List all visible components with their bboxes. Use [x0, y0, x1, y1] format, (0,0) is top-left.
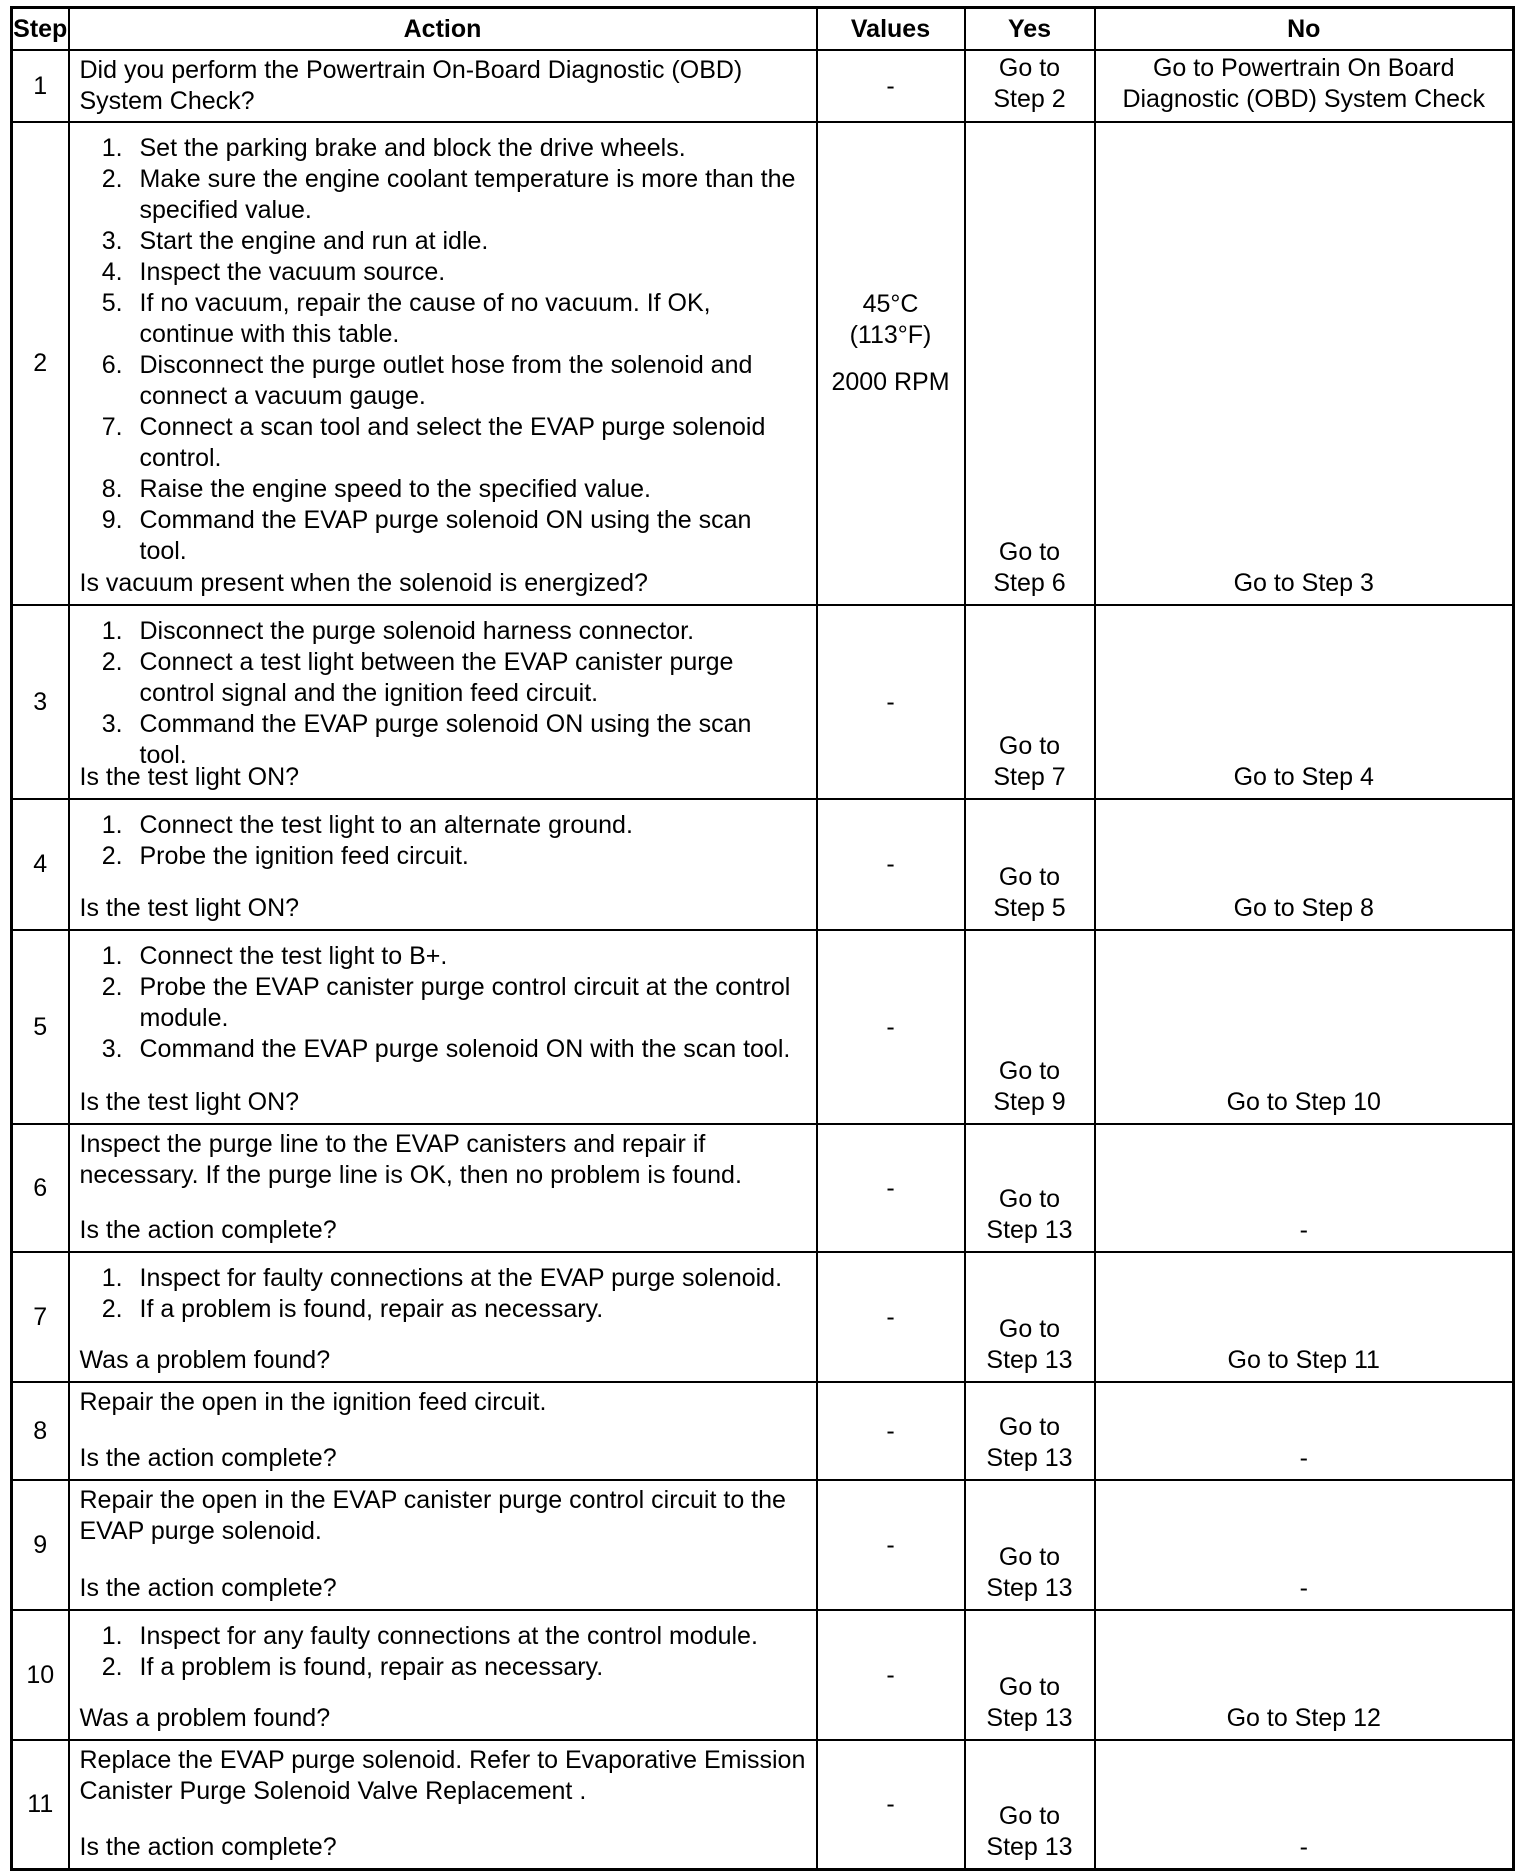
no-cell	[1095, 1480, 1514, 1610]
action-content	[70, 1125, 816, 1249]
value-line: 45°C	[862, 290, 919, 318]
values-cell	[817, 1252, 965, 1382]
yes-link-line: Go to	[998, 1413, 1061, 1441]
action-content	[70, 1383, 816, 1477]
action-step-list	[80, 1621, 806, 1683]
action-question: Was a problem found?	[79, 1346, 331, 1374]
header-yes: Yes	[965, 8, 1095, 51]
no-link-line: Go to Step 4	[1233, 763, 1374, 791]
action-step-list	[80, 616, 806, 771]
yes-link-line: Step 13	[986, 1704, 1073, 1732]
action-question: Is the test light ON?	[79, 763, 300, 791]
yes-link-line: Go to	[998, 1543, 1061, 1571]
action-content	[70, 1253, 816, 1379]
yes-cell	[965, 930, 1095, 1124]
no-cell	[1095, 1124, 1514, 1252]
table-row	[12, 799, 1514, 930]
yes-link-line: Go to	[998, 538, 1061, 566]
yes-cell	[965, 1124, 1095, 1252]
action-question: Is the action complete?	[79, 1574, 337, 1602]
action-step-list	[80, 810, 806, 872]
step-number: 8	[12, 1382, 69, 1480]
value-text: -	[886, 687, 895, 716]
action-question: Is the test light ON?	[79, 894, 300, 922]
no-cell	[1095, 122, 1514, 605]
action-content	[70, 51, 816, 119]
step-number: 2	[12, 122, 69, 605]
yes-cell	[965, 1480, 1095, 1610]
values-cell	[817, 1480, 965, 1610]
header-no: No	[1095, 8, 1514, 51]
action-content	[70, 1481, 816, 1607]
no-link-line: -	[1299, 1444, 1308, 1472]
yes-link-line: Go to	[998, 732, 1061, 760]
action-text-block	[70, 51, 816, 117]
action-question: Is vacuum present when the solenoid is energized?	[79, 569, 648, 597]
yes-link-line: Step 13	[986, 1346, 1073, 1374]
no-link-line: -	[1299, 1216, 1308, 1244]
action-text-block	[70, 1383, 816, 1418]
action-question: Is the test light ON?	[79, 1088, 300, 1116]
action-content	[70, 606, 816, 796]
yes-link-line: Step 5	[993, 894, 1066, 922]
no-link-line: Go to Step 8	[1233, 894, 1374, 922]
no-link-line: Go to Step 11	[1227, 1346, 1380, 1374]
no-link-line: Go to Powertrain On Board	[1152, 53, 1455, 82]
yes-cell	[965, 1610, 1095, 1740]
action-step-item: 2. Connect a test light between the EVAP canister purge control signal and the ignition feed circuit.	[130, 647, 806, 709]
action-cell	[69, 1610, 817, 1740]
yes-cell	[965, 605, 1095, 799]
action-step-item: 1. Connect the test light to B+.	[130, 941, 806, 972]
step-number: 10	[12, 1610, 69, 1740]
yes-link-line: Step 6	[993, 569, 1066, 597]
no-cell	[1095, 605, 1514, 799]
action-cell	[69, 1740, 817, 1869]
values-cell	[817, 1124, 965, 1252]
yes-cell	[965, 799, 1095, 930]
yes-cell	[965, 1252, 1095, 1382]
action-text-block	[70, 1741, 816, 1807]
action-content	[70, 1611, 816, 1737]
value-text: -	[886, 1530, 895, 1559]
action-content	[70, 123, 816, 602]
no-link-line: Go to Step 12	[1226, 1704, 1381, 1732]
table-row	[12, 50, 1514, 122]
action-step-item: 6. Disconnect the purge outlet hose from the solenoid and connect a vacuum gauge.	[130, 350, 806, 412]
action-step-item: 2. Probe the ignition feed circuit.	[130, 841, 806, 872]
action-text-block	[70, 1481, 816, 1547]
no-cell	[1095, 50, 1514, 122]
action-step-list	[80, 941, 806, 1065]
values-cell	[817, 1740, 965, 1869]
values-cell	[817, 799, 965, 930]
values-cell	[817, 1382, 965, 1480]
yes-link-line: Step 13	[986, 1832, 1073, 1861]
step-number: 5	[12, 930, 69, 1124]
action-cell	[69, 122, 817, 605]
yes-link-line: Step 13	[986, 1574, 1073, 1602]
action-cell	[69, 1252, 817, 1382]
yes-link-line: Step 9	[993, 1088, 1066, 1116]
yes-link-line: Go to	[998, 1673, 1061, 1701]
action-step-item: 3. Command the EVAP purge solenoid ON with the scan tool.	[130, 1034, 806, 1065]
action-text-block	[70, 1125, 816, 1191]
table-row	[12, 1124, 1514, 1252]
no-link-line: Go to Step 3	[1233, 569, 1374, 597]
action-step-item: 2. If a problem is found, repair as necessary.	[130, 1652, 806, 1683]
action-cell	[69, 1480, 817, 1610]
value-text: -	[886, 1416, 895, 1445]
action-instruction: Repair the open in the ignition feed circuit.	[79, 1388, 547, 1416]
action-step-item: 1. Set the parking brake and block the drive wheels.	[130, 133, 806, 164]
step-number: 4	[12, 799, 69, 930]
no-cell	[1095, 1610, 1514, 1740]
action-cell	[69, 930, 817, 1124]
action-step-item: 2. Make sure the engine coolant temperature is more than the specified value.	[130, 164, 806, 226]
yes-link-line: Step 13	[986, 1216, 1073, 1244]
table-row	[12, 1382, 1514, 1480]
action-instruction: Replace the EVAP purge solenoid. Refer to Evaporative Emission Canister Purge Solenoid Valve Replacement .	[79, 1746, 806, 1805]
no-link-line: -	[1299, 1574, 1308, 1602]
diagnostic-table-sheet	[10, 6, 1512, 1861]
value-text: -	[886, 71, 895, 100]
yes-link-line: Step 13	[986, 1444, 1073, 1472]
action-cell	[69, 1382, 817, 1480]
action-step-item: 1. Inspect for any faulty connections at the control module.	[130, 1621, 806, 1652]
no-cell	[1095, 1382, 1514, 1480]
action-text-block	[70, 800, 816, 872]
table-row	[12, 1480, 1514, 1610]
yes-link-line: Go to	[998, 1801, 1061, 1830]
action-cell	[69, 1124, 817, 1252]
values-cell	[817, 50, 965, 122]
header-action: Action	[69, 8, 817, 51]
action-step-item: 1. Disconnect the purge solenoid harness connector.	[130, 616, 806, 647]
value-text: -	[886, 1789, 895, 1818]
value-line: 2000 RPM	[831, 368, 950, 396]
header-values: Values	[817, 8, 965, 51]
action-step-item: 1. Inspect for faulty connections at the EVAP purge solenoid.	[130, 1263, 806, 1294]
action-text-block	[70, 1611, 816, 1683]
table-body	[12, 50, 1514, 1869]
yes-link-line: Go to	[998, 1315, 1061, 1343]
yes-cell	[965, 1740, 1095, 1869]
table-row	[12, 1252, 1514, 1382]
action-step-item: 1. Connect the test light to an alternate ground.	[130, 810, 806, 841]
action-step-item: 7. Connect a scan tool and select the EVAP purge solenoid control.	[130, 412, 806, 474]
no-link-line: Diagnostic (OBD) System Check	[1122, 84, 1486, 113]
action-step-item: 2. Probe the EVAP canister purge control circuit at the control module.	[130, 972, 806, 1034]
action-step-item: 3. Start the engine and run at idle.	[130, 226, 806, 257]
no-cell	[1095, 799, 1514, 930]
value-text: -	[886, 850, 895, 878]
yes-cell	[965, 50, 1095, 122]
action-instruction: Did you perform the Powertrain On-Board Diagnostic (OBD) System Check?	[79, 56, 743, 115]
action-instruction: Repair the open in the EVAP canister purge control circuit to the EVAP purge solenoid.	[79, 1486, 786, 1545]
step-number: 9	[12, 1480, 69, 1610]
no-cell	[1095, 1252, 1514, 1382]
diagnostic-table	[10, 6, 1515, 1871]
action-content	[70, 931, 816, 1121]
action-step-item: 9. Command the EVAP purge solenoid ON using the scan tool.	[130, 505, 806, 567]
action-content	[70, 1741, 816, 1866]
table-row	[12, 1610, 1514, 1740]
yes-link-line: Go to	[998, 1185, 1061, 1213]
action-text-block	[70, 1253, 816, 1325]
no-cell	[1095, 930, 1514, 1124]
value-text: -	[886, 1660, 895, 1689]
table-row	[12, 605, 1514, 799]
yes-link-line: Go to	[998, 53, 1061, 82]
step-number: 1	[12, 50, 69, 122]
action-text-block	[70, 931, 816, 1065]
value-text: -	[886, 1302, 895, 1331]
yes-link-line: Go to	[998, 863, 1061, 891]
values-cell	[817, 122, 965, 605]
action-step-item: 3. Command the EVAP purge solenoid ON using the scan tool.	[130, 709, 806, 771]
values-spacer	[818, 351, 964, 367]
action-step-item: 8. Raise the engine speed to the specified value.	[130, 474, 806, 505]
action-cell	[69, 605, 817, 799]
step-number: 11	[12, 1740, 69, 1869]
yes-cell	[965, 1382, 1095, 1480]
action-step-list	[80, 1263, 806, 1325]
value-text: -	[886, 1173, 895, 1202]
yes-link-line: Go to	[998, 1057, 1061, 1085]
no-link-line: -	[1299, 1832, 1308, 1861]
action-step-list	[80, 133, 806, 567]
action-text-block	[70, 606, 816, 771]
value-text: -	[886, 1012, 895, 1041]
table-header-row	[12, 8, 1514, 51]
action-question: Is the action complete?	[79, 1833, 337, 1861]
table-row	[12, 122, 1514, 605]
action-step-item: 5. If no vacuum, repair the cause of no vacuum. If OK, continue with this table.	[130, 288, 806, 350]
no-cell	[1095, 1740, 1514, 1869]
header-step: Step	[12, 8, 69, 51]
step-number: 7	[12, 1252, 69, 1382]
values-cell	[817, 1610, 965, 1740]
action-question: Was a problem found?	[79, 1704, 331, 1732]
action-question: Is the action complete?	[79, 1216, 337, 1244]
action-text-block	[70, 123, 816, 567]
action-cell	[69, 50, 817, 122]
value-line: (113°F)	[849, 321, 932, 349]
action-cell	[69, 799, 817, 930]
action-step-item: 4. Inspect the vacuum source.	[130, 257, 806, 288]
values-cell	[817, 930, 965, 1124]
yes-cell	[965, 122, 1095, 605]
step-number: 6	[12, 1124, 69, 1252]
table-row	[12, 1740, 1514, 1869]
action-question: Is the action complete?	[79, 1444, 337, 1472]
action-content	[70, 800, 816, 927]
values-cell	[817, 605, 965, 799]
action-instruction: Inspect the purge line to the EVAP canisters and repair if necessary. If the purge line is OK, then no problem is found.	[79, 1130, 742, 1189]
yes-link-line: Step 7	[993, 763, 1066, 791]
table-row	[12, 930, 1514, 1124]
step-number: 3	[12, 605, 69, 799]
no-link-line: Go to Step 10	[1226, 1088, 1381, 1116]
action-step-item: 2. If a problem is found, repair as necessary.	[130, 1294, 806, 1325]
yes-link-line: Step 2	[993, 84, 1066, 113]
